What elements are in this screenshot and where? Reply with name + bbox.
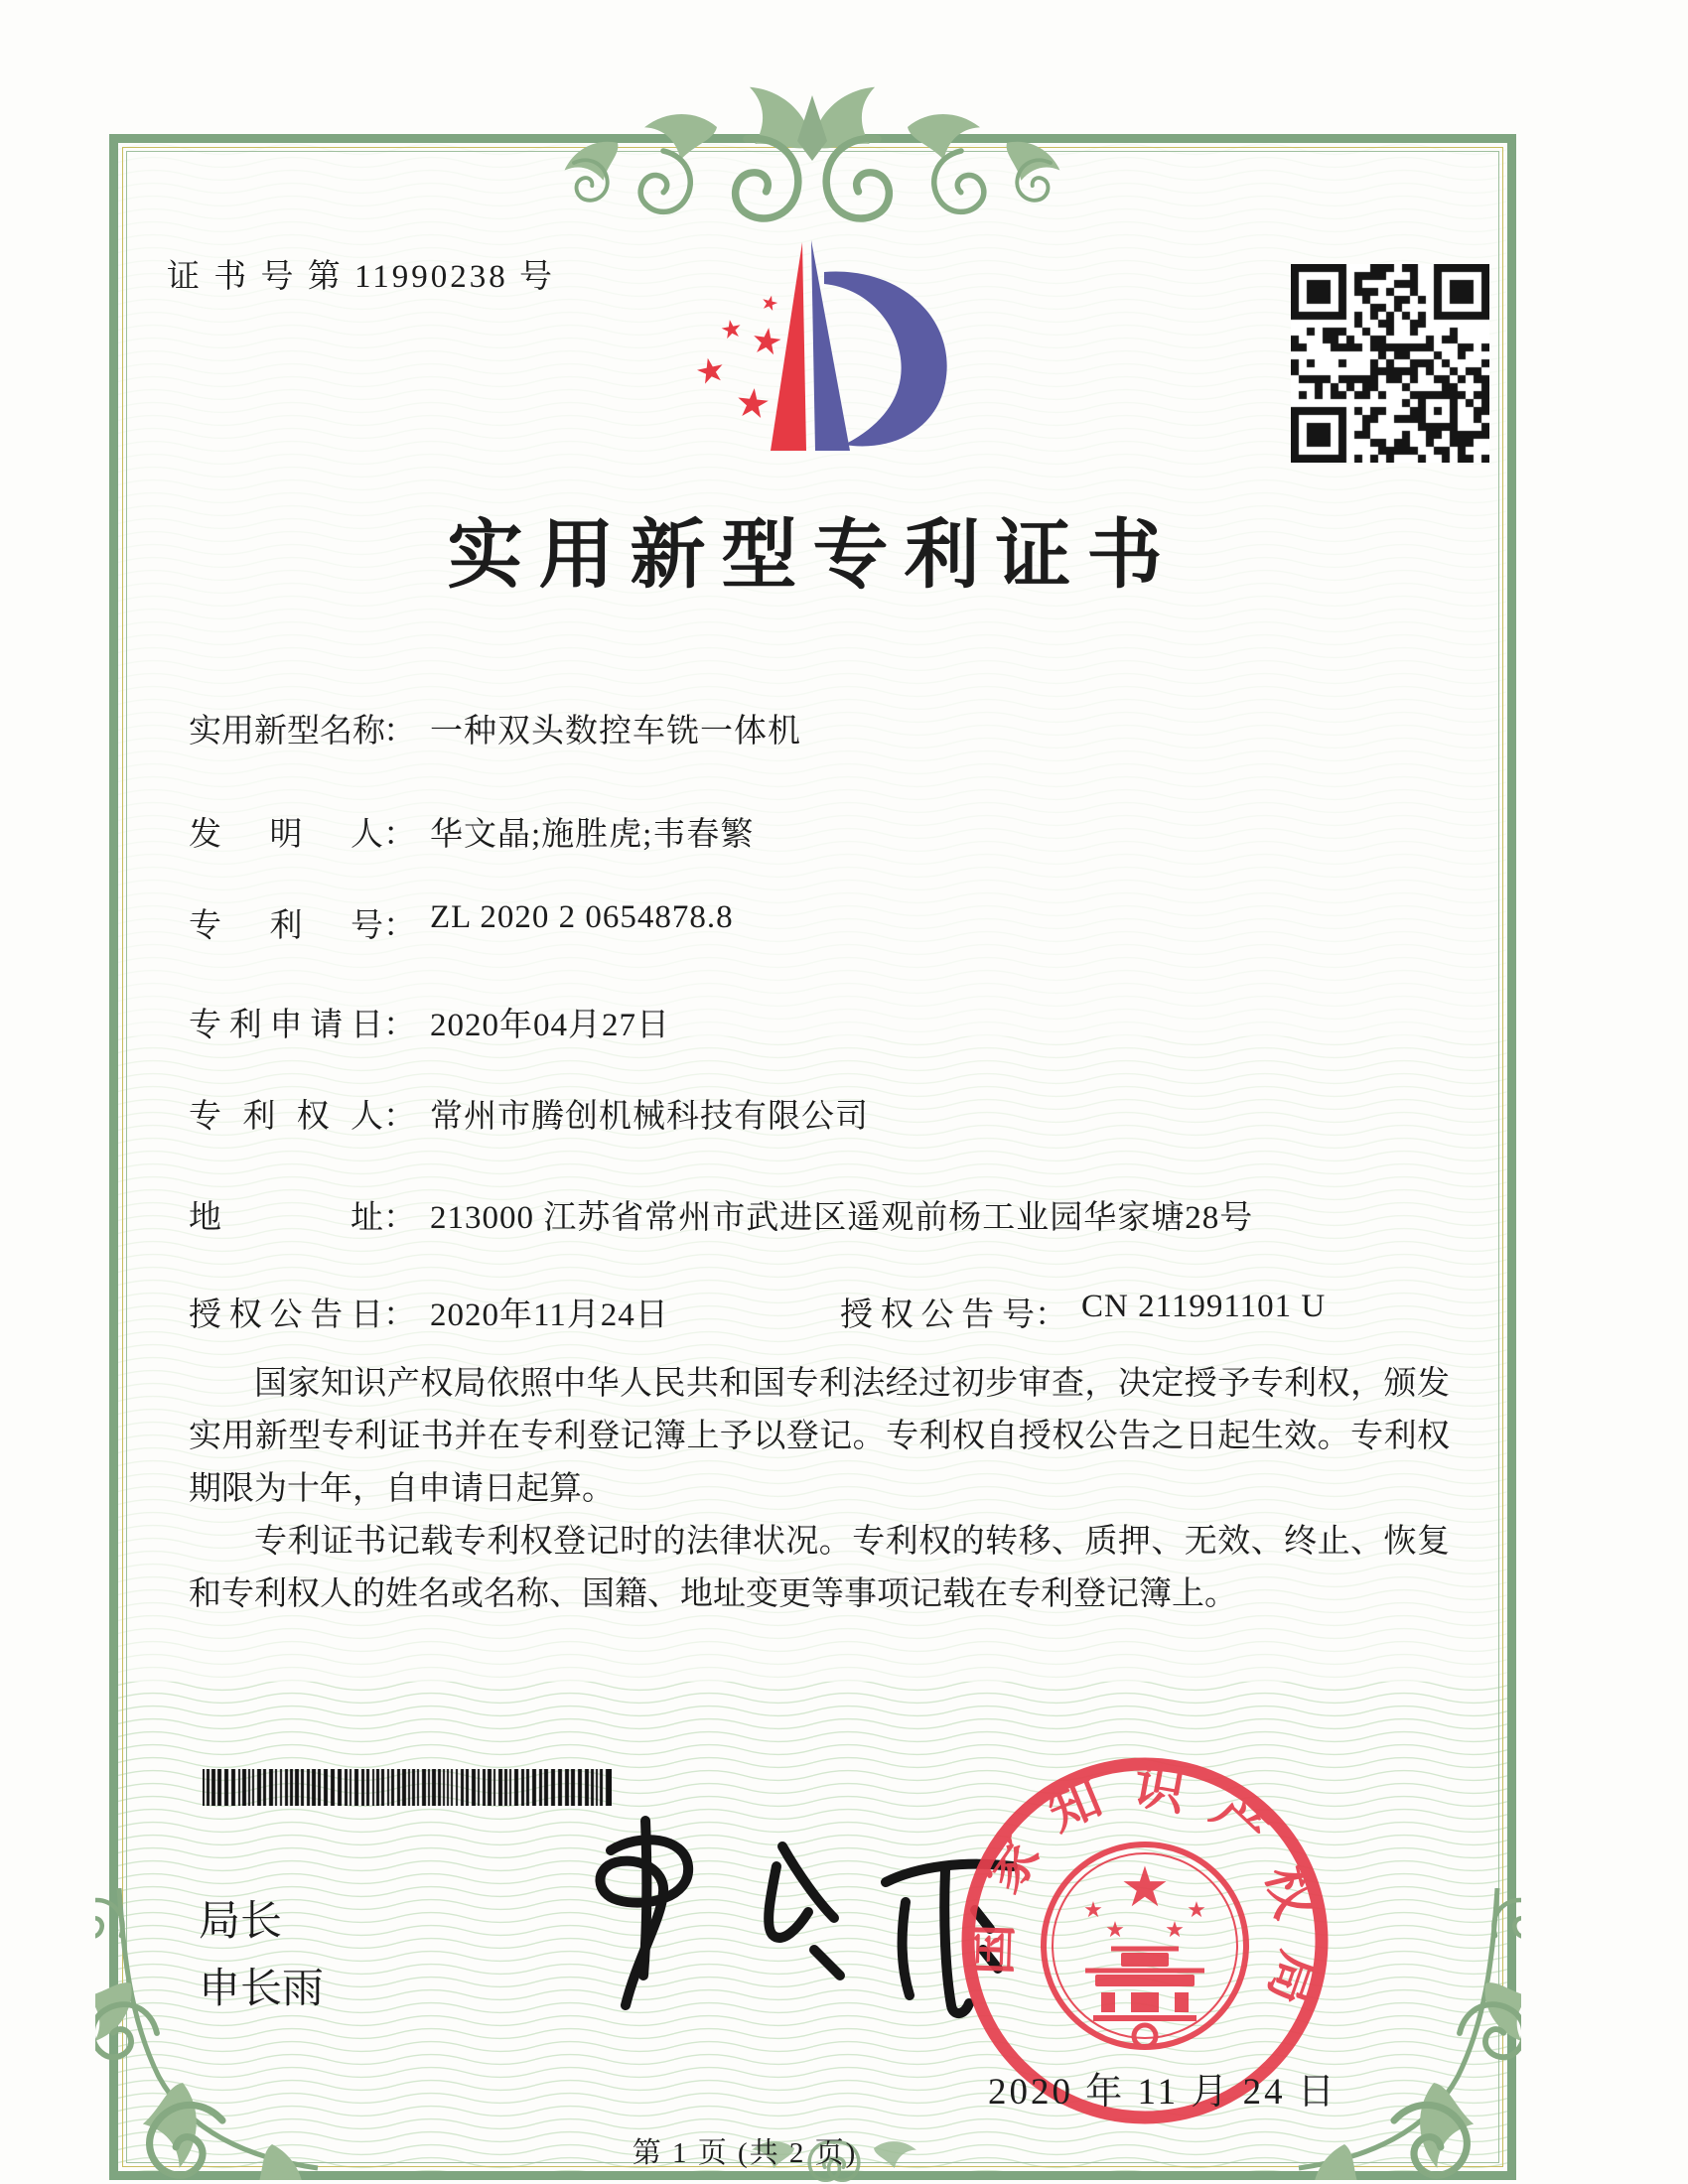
- field-colon: ：: [383, 1297, 416, 1333]
- field-label: 发明人: [189, 817, 383, 853]
- field-value: 华文晶;施胜虎;韦春繁: [430, 817, 755, 853]
- svg-text:★: ★: [732, 379, 774, 428]
- certificate-number: 证 书 号 第 11990238 号: [167, 259, 556, 295]
- seal-text: 国家知识产权局: [963, 1756, 1330, 2037]
- field-label: 专利号: [189, 908, 383, 944]
- svg-text:★: ★: [1165, 1917, 1185, 1942]
- field-colon: ：: [383, 1008, 416, 1043]
- field-colon: ：: [383, 908, 416, 944]
- field-value: 2020年11月24日: [430, 1297, 669, 1333]
- svg-text:★: ★: [718, 315, 746, 345]
- field-value: 2020年04月27日: [430, 1008, 670, 1043]
- field-label: 授权公告号: [840, 1297, 1035, 1333]
- field-colon: ：: [383, 1099, 416, 1135]
- national-emblem-icon: [1044, 1844, 1246, 2047]
- field-row-grant-date: [189, 1289, 1327, 1335]
- page-footer: 第 1 页 (共 2 页): [632, 2137, 858, 2169]
- top-border-flourish-ornament: [485, 58, 1140, 226]
- svg-text:★: ★: [1083, 1897, 1103, 1922]
- field-label: 授权公告日: [189, 1297, 383, 1333]
- issue-date: 2020 年 11 月 24 日: [988, 2072, 1337, 2113]
- field-label: 实用新型名称: [189, 714, 385, 750]
- legal-paragraph-2: 专利证书记载专利权登记时的法律状况。专利权的转移、质押、无效、终止、恢复和专利权人的姓名或名称、国籍、地址变更等事项记载在专利登记簿上。: [189, 1524, 1450, 1612]
- field-row-patent-number: [189, 899, 734, 946]
- svg-text:★: ★: [1187, 1897, 1206, 1922]
- field-colon: ：: [383, 714, 416, 750]
- certificate-title: 实用新型专利证书: [447, 514, 1179, 598]
- field-colon: ：: [383, 817, 416, 853]
- field-value: 213000 江苏省常州市武进区遥观前杨工业园华家塘28号: [430, 1200, 1254, 1236]
- field-row-utility-model-name: [189, 705, 801, 751]
- field-label: 专利权人: [189, 1099, 383, 1135]
- field-row-address: [189, 1191, 1253, 1238]
- svg-text:★: ★: [758, 291, 781, 317]
- field-label: 地址: [189, 1200, 383, 1236]
- field-row-patentee: [189, 1090, 869, 1137]
- field-value: ZL 2020 2 0654878.8: [430, 899, 734, 935]
- cnipa-logo: [635, 226, 963, 470]
- director-title: 局长: [199, 1899, 283, 1945]
- field-row-filing-date: [189, 999, 670, 1045]
- field-value: 一种双头数控车铣一体机: [430, 714, 801, 750]
- field-colon: ：: [383, 1200, 416, 1236]
- svg-text:★: ★: [691, 350, 730, 393]
- field-row-inventors: [189, 808, 754, 855]
- field-value: 常州市腾创机械科技有限公司: [430, 1099, 869, 1135]
- field-value: CN 211991101 U: [1081, 1289, 1327, 1324]
- director-name: 申长雨: [199, 1967, 325, 2012]
- svg-text:★: ★: [748, 319, 786, 364]
- legal-text-block: [189, 1358, 1450, 1621]
- svg-text:★: ★: [1105, 1917, 1125, 1942]
- field-colon: ：: [1035, 1297, 1067, 1333]
- field-label: 专利申请日: [189, 1008, 383, 1043]
- legal-paragraph-1: 国家知识产权局依照中华人民共和国专利法经过初步审查，决定授予专利权，颁发实用新型专利证书并在专利登记簿上予以登记。专利权自授权公告之日起生效。专利权期限为十年，自申请日起算。: [189, 1366, 1450, 1507]
- field-grant-number: [840, 1289, 1326, 1335]
- director-block: [199, 1888, 324, 2023]
- logo-stars-icon: [692, 291, 785, 428]
- svg-text:★: ★: [1119, 1857, 1171, 1919]
